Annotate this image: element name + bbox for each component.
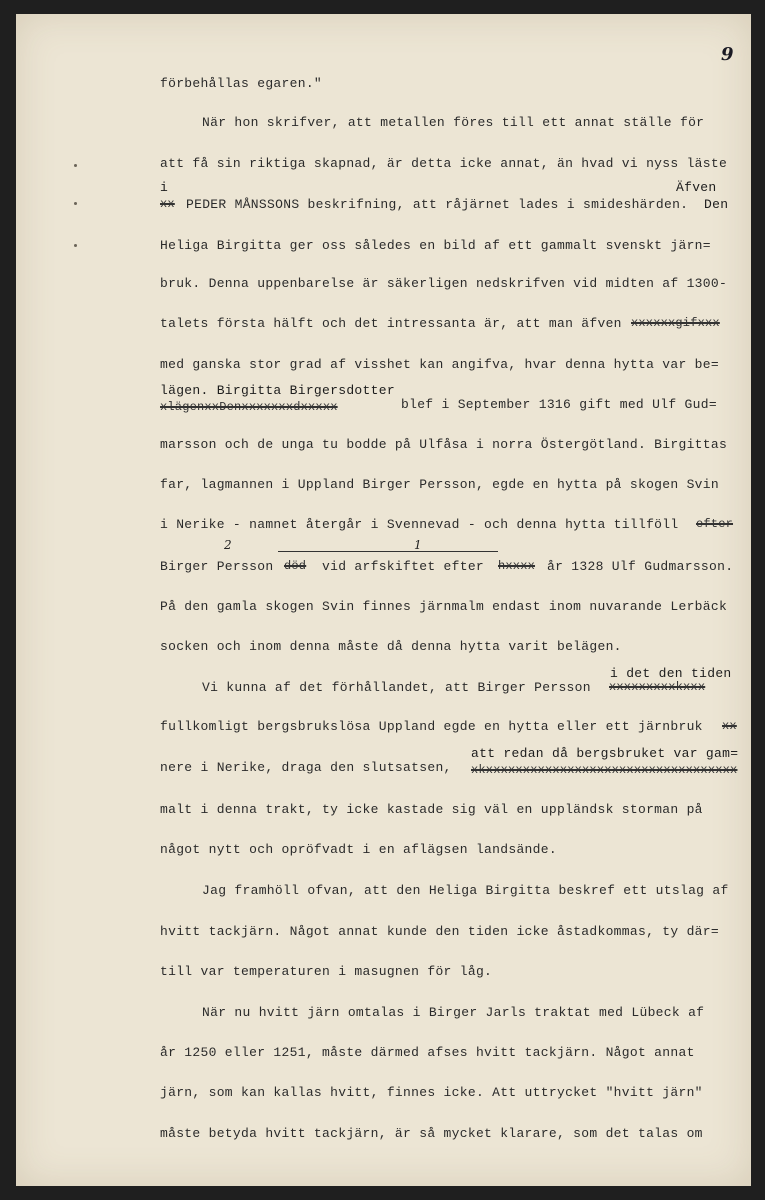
handwritten-page-number: 9 — [721, 44, 734, 65]
text-line: På den gamla skogen Svin finnes järnmalm endast inom nuvarande Lerbäck — [160, 599, 728, 614]
handwritten-mark: 2 — [224, 538, 232, 552]
text-line: socken och inom denna måste då denna hytta varit belägen. — [160, 639, 622, 654]
text-line: Vi kunna af det förhållandet, att Birger Persson — [202, 680, 591, 695]
text-line: PEDER MÅNSSONS beskrifning, att råjärnet lades i smideshärden. — [186, 197, 689, 212]
text-line: talets första hälft och det intressanta är, att man äfven — [160, 316, 622, 331]
text-line: år 1328 Ulf Gudmarsson. — [547, 559, 734, 574]
text-line: När nu hvitt järn omtalas i Birger Jarls traktat med Lübeck af — [202, 1005, 705, 1020]
typed-insertion: Den — [704, 197, 729, 212]
handwritten-mark: 1 — [414, 538, 422, 552]
text-line: med ganska stor grad af visshet kan angifva, hvar denna hytta var be= — [160, 357, 719, 372]
text-line: far, lagmannen i Uppland Birger Persson, egde en hytta på skogen Svin — [160, 477, 719, 492]
typed-insertion: Äfven — [676, 180, 717, 195]
typed-insertion: i det den tiden — [610, 666, 732, 681]
typed-insertion: att redan då bergsbruket var gam= — [471, 746, 739, 761]
text-line: nere i Nerike, draga den slutsatsen, — [160, 760, 452, 775]
text-line: bruk. Denna uppenbarelse är säkerligen nedskrifven vid midten af 1300- — [160, 276, 728, 291]
binding-hole — [74, 244, 77, 247]
text-line: Heliga Birgitta ger oss således en bild af ett gammalt svenskt järn= — [160, 238, 711, 253]
document-page — [16, 14, 751, 1186]
text-line: måste betyda hvitt tackjärn, är så mycket klarare, som det talas om — [160, 1126, 703, 1141]
text-line: förbehållas egaren." — [160, 76, 323, 91]
text-line: vid arfskiftet efter — [322, 559, 485, 574]
struck-text: xxxxxxgifxxx — [631, 316, 720, 330]
text-line: Jag framhöll ofvan, att den Heliga Birgitta beskref ett utslag af — [202, 883, 729, 898]
text-line: hvitt tackjärn. Något annat kunde den tiden icke åstadkommas, ty där= — [160, 924, 719, 939]
typed-insertion: lägen. Birgitta Birgersdotter — [160, 383, 395, 398]
text-line: i Nerike - namnet återgår i Svennevad - och denna hytta tillföll — [160, 517, 679, 532]
binding-hole — [74, 202, 77, 205]
text-line: år 1250 eller 1251, måste därmed afses hvitt tackjärn. Något annat — [160, 1045, 695, 1060]
binding-hole — [74, 164, 77, 167]
text-line: att få sin riktiga skapnad, är detta icke annat, än hvad vi nyss läste — [160, 156, 728, 171]
text-line: malt i denna trakt, ty icke kastade sig väl en uppländsk storman på — [160, 802, 703, 817]
struck-text: xkxxxxxxxxxxxxxxxxxxxxxxxxxxxxxxxxxx — [471, 763, 738, 777]
struck-text: efter — [696, 517, 734, 531]
struck-text: xlägenxxDenxxxxxxxdxxxxx — [160, 400, 338, 414]
struck-text: xx — [160, 197, 175, 211]
text-line: fullkomligt bergsbrukslösa Uppland egde en hytta eller ett järnbruk — [160, 719, 703, 734]
typed-insertion: i — [160, 180, 169, 195]
struck-text: xx — [722, 719, 737, 733]
text-line: blef i September 1316 gift med Ulf Gud= — [401, 397, 717, 412]
handwritten-line — [278, 551, 498, 552]
text-line: järn, som kan kallas hvitt, finnes icke. Att uttrycket "hvitt järn" — [160, 1085, 703, 1100]
struck-text: hxxxx — [498, 559, 536, 573]
text-line: marsson och de unga tu bodde på Ulfåsa i norra Östergötland. Birgittas — [160, 437, 728, 452]
text-line: Birger Persson — [160, 559, 274, 574]
struck-text: xxxxxxxxxkxxx — [609, 680, 706, 694]
text-line: något nytt och opröfvadt i en aflägsen landsände. — [160, 842, 557, 857]
text-line: till var temperaturen i masugnen för låg. — [160, 964, 493, 979]
struck-text: död — [284, 559, 307, 573]
text-line: När hon skrifver, att metallen föres till ett annat ställe för — [202, 115, 705, 130]
